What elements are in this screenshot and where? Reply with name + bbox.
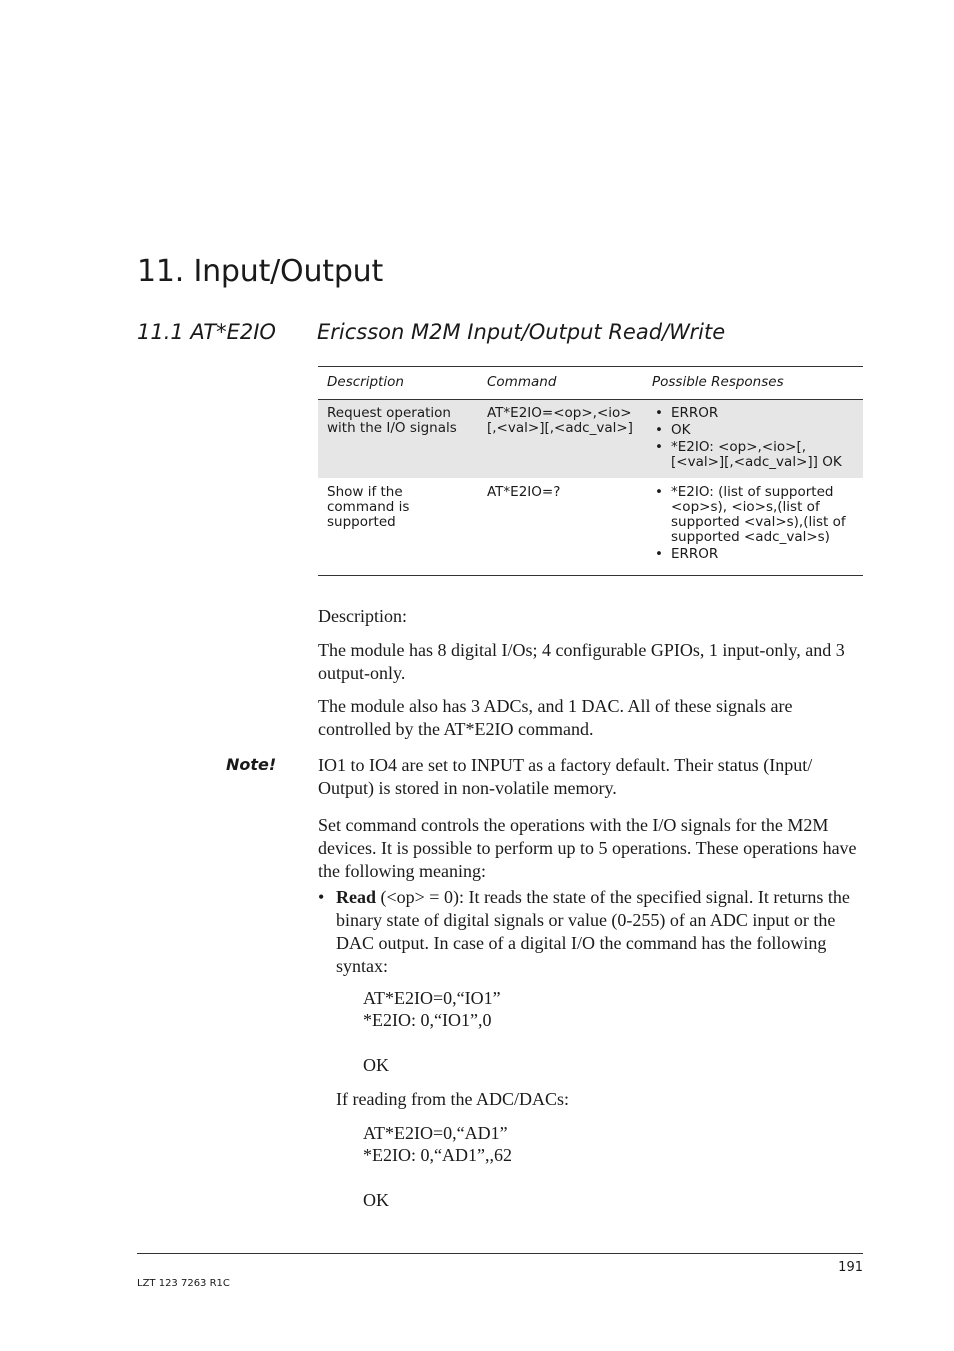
- row-command: AT*E2IO=<op>,<io>[,<val>][,<adc_val>]: [478, 400, 643, 479]
- response-item: • *E2IO: (list of supported <op>s), <io>s,(list of supported <val>s),(list of supported <adc_val>s): [652, 485, 854, 545]
- note-text: IO1 to IO4 are set to INPUT as a factory default. Their status (Input/ Output) is stored in non-volatile memory.: [318, 755, 813, 798]
- paragraph: Set command controls the operations with the I/O signals for the M2M devices. It is possible to perform up to 5 operations. These operations have the following meaning:: [318, 815, 857, 881]
- table-row: [318, 400, 863, 479]
- response-item: • *E2IO: <op>,<io>[,[<val>][,<adc_val>]] OK: [652, 440, 854, 470]
- response-item: • ERROR: [652, 547, 854, 562]
- bullet-term: Read: [336, 887, 376, 907]
- code-line: *E2IO: 0,“IO1”,0: [363, 1010, 492, 1030]
- section-number: 11.1 AT*E2IO: [137, 320, 276, 344]
- row-description: Show if the command is supported: [318, 478, 478, 576]
- document-id: LZT 123 7263 R1C: [137, 1278, 230, 1289]
- code-line: *E2IO: 0,“AD1”,,62: [363, 1145, 512, 1165]
- adc-intro: If reading from the ADC/DACs:: [336, 1089, 569, 1109]
- code-line: OK: [363, 1055, 389, 1075]
- code-line: AT*E2IO=0,“IO1”: [363, 988, 501, 1008]
- table-row: [318, 478, 863, 576]
- command-table: [318, 366, 863, 576]
- header-responses: Possible Responses: [643, 367, 863, 400]
- section-title: Ericsson M2M Input/Output Read/Write: [317, 320, 726, 344]
- response-item: • OK: [652, 423, 854, 438]
- bullet-dot: •: [318, 887, 325, 907]
- header-description: Description: [318, 367, 478, 400]
- note-label: Note!: [226, 755, 277, 774]
- table-header-row: [318, 367, 863, 400]
- row-responses: [643, 478, 863, 576]
- paragraph: The module has 8 digital I/Os; 4 configurable GPIOs, 1 input-only, and 3 output-only.: [318, 640, 845, 683]
- code-line: AT*E2IO=0,“AD1”: [363, 1123, 508, 1143]
- chapter-title: 11. Input/Output: [137, 254, 384, 289]
- code-line: OK: [363, 1190, 389, 1210]
- page-number: 191: [838, 1260, 863, 1275]
- description-label: Description:: [318, 606, 407, 626]
- header-command: Command: [478, 367, 643, 400]
- row-command: AT*E2IO=?: [478, 478, 643, 576]
- bullet-body: (<op> = 0): It reads the state of the specified signal. It returns the binary state of digital signals or value (0-255) of an ADC input or the DAC output. In case of a digital I/O the command has the following syntax:: [336, 887, 850, 976]
- bullet-text: [336, 886, 863, 978]
- footer-divider: [137, 1253, 863, 1254]
- bullet-read: [318, 886, 863, 978]
- paragraph: The module also has 3 ADCs, and 1 DAC. All of these signals are controlled by the AT*E2IO command.: [318, 696, 793, 739]
- row-description: Request operation with the I/O signals: [318, 400, 478, 479]
- row-responses: [643, 400, 863, 479]
- response-item: • ERROR: [652, 406, 854, 421]
